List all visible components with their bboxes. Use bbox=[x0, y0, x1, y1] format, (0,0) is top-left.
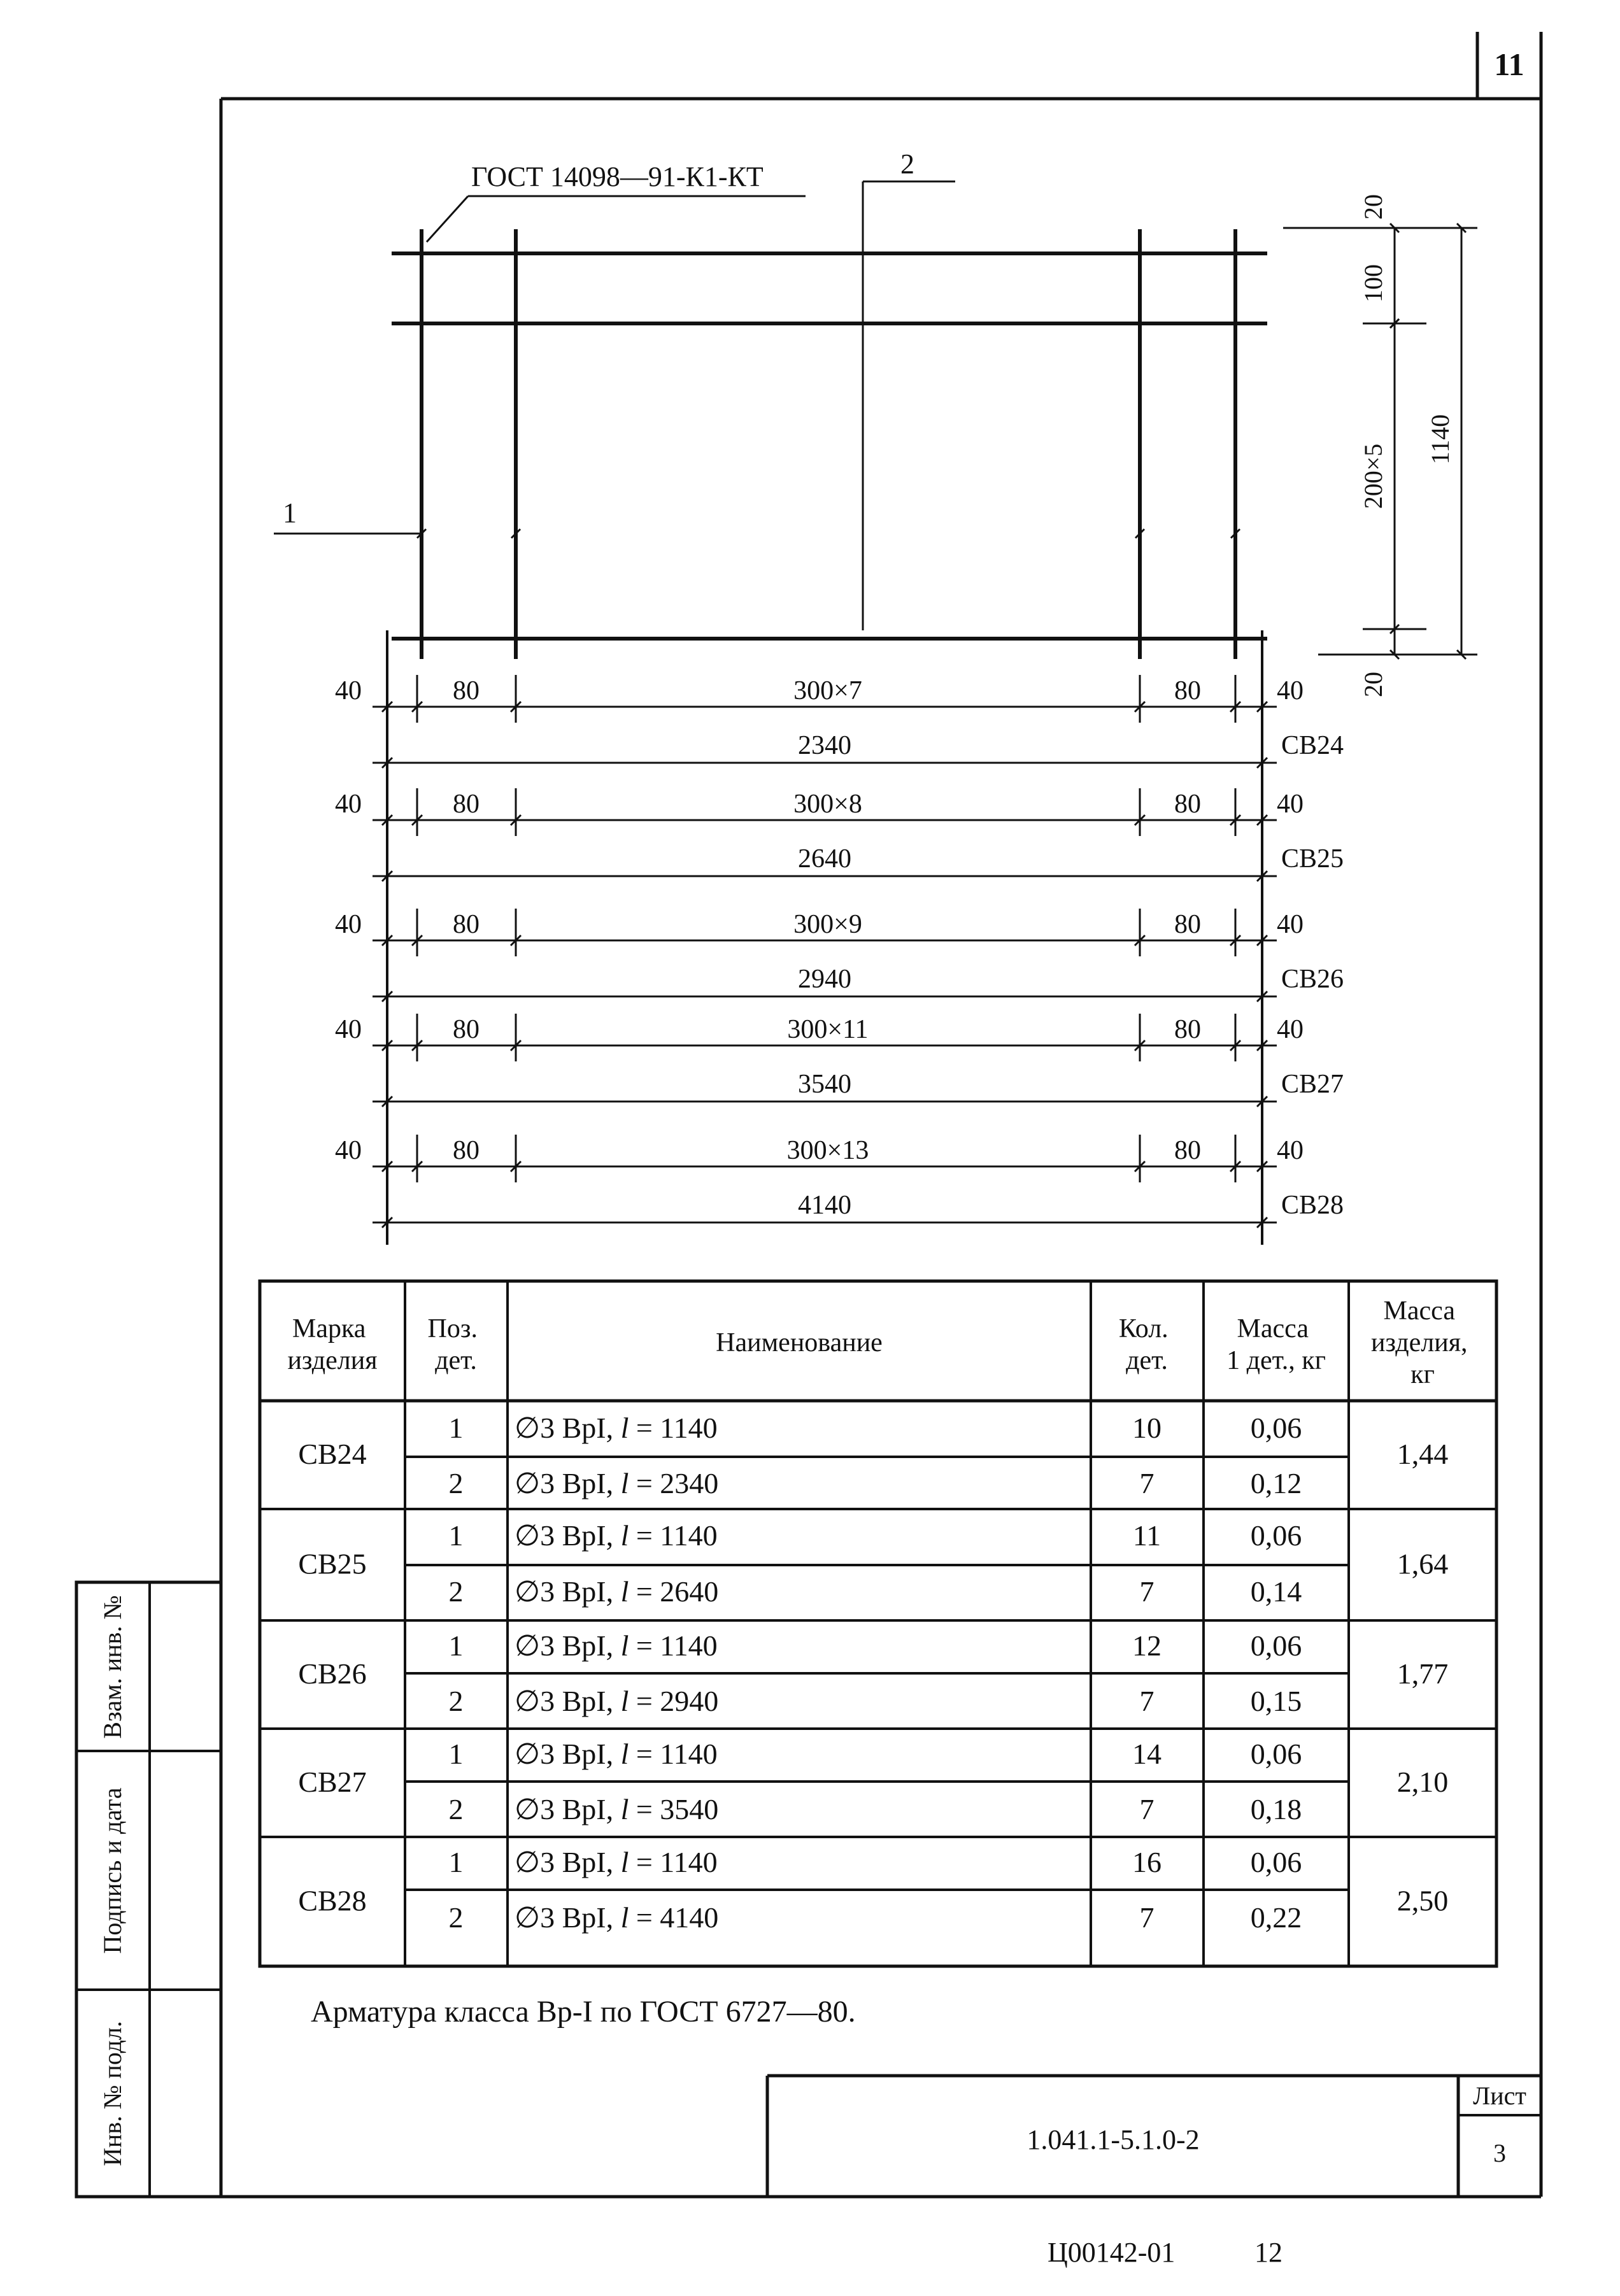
table-row bbox=[449, 1575, 1302, 1608]
row-pos: 2 bbox=[448, 1575, 464, 1608]
dim-end-left: 80 bbox=[453, 676, 480, 705]
dim-edge-left: 40 bbox=[335, 790, 362, 819]
row-name bbox=[515, 1793, 718, 1825]
row-pos: 2 bbox=[448, 1467, 464, 1499]
row-length: = 3540 bbox=[629, 1793, 719, 1825]
title-block bbox=[767, 2076, 1541, 2197]
dimension-row bbox=[335, 909, 1344, 1002]
row-length: = 1140 bbox=[629, 1738, 718, 1770]
footer-page-number: 12 bbox=[1254, 2237, 1282, 2268]
reinforcement-note: Арматура класса Вр-I по ГОСТ 6727—80. bbox=[311, 1995, 856, 2029]
row-length-symbol: l bbox=[620, 1629, 629, 1662]
row-length-symbol: l bbox=[620, 1685, 629, 1717]
row-qty: 12 bbox=[1132, 1629, 1162, 1662]
dim-edge-left: 40 bbox=[335, 1015, 362, 1044]
group-mark: СВ25 bbox=[298, 1547, 367, 1580]
header-qty-line2: дет. bbox=[1126, 1346, 1168, 1375]
dim-pitch: 300×7 bbox=[793, 676, 862, 705]
product-mark: СВ26 bbox=[1281, 965, 1344, 994]
page-number-box bbox=[1477, 32, 1541, 99]
archive-code: Ц00142-01 bbox=[1048, 2237, 1176, 2268]
row-name bbox=[515, 1575, 718, 1608]
row-pos: 2 bbox=[448, 1793, 464, 1825]
row-name bbox=[515, 1629, 718, 1662]
row-pos: 1 bbox=[448, 1846, 464, 1878]
dim-pitch: 300×8 bbox=[793, 790, 862, 819]
dim-edge-right: 40 bbox=[1277, 676, 1304, 705]
original-inv-label: Инв. № подл. bbox=[98, 2021, 127, 2166]
row-pos: 1 bbox=[448, 1629, 464, 1662]
table-row bbox=[449, 1901, 1302, 1934]
row-bar: ∅3 ВрI, bbox=[515, 1738, 621, 1770]
header-mass-item-line3: кг bbox=[1410, 1360, 1435, 1389]
dim-pitch: 300×11 bbox=[787, 1015, 869, 1044]
row-name bbox=[515, 1846, 718, 1878]
row-bar: ∅3 ВрI, bbox=[515, 1412, 621, 1444]
product-mark: СВ28 bbox=[1281, 1191, 1344, 1220]
row-length: = 2640 bbox=[629, 1575, 719, 1608]
row-length-symbol: l bbox=[620, 1793, 629, 1825]
table-row bbox=[449, 1467, 1302, 1499]
row-pos: 2 bbox=[448, 1901, 464, 1934]
dimension-row bbox=[335, 1135, 1344, 1228]
replaced-inv-label: Взам. инв. № bbox=[98, 1595, 127, 1739]
sheet-frame bbox=[76, 32, 1541, 2197]
row-bar: ∅3 ВрI, bbox=[515, 1467, 621, 1499]
table-row bbox=[449, 1412, 1302, 1444]
row-pos: 1 bbox=[448, 1738, 464, 1770]
table-row bbox=[449, 1846, 1302, 1878]
row-pos: 1 bbox=[448, 1412, 464, 1444]
row-length: = 4140 bbox=[629, 1901, 719, 1934]
row-name bbox=[515, 1685, 718, 1717]
dim-end-right: 80 bbox=[1174, 790, 1201, 819]
row-length-symbol: l bbox=[620, 1738, 629, 1770]
dim-bottom-edge: 20 bbox=[1359, 672, 1388, 697]
header-pos-line1: Поз. bbox=[427, 1314, 478, 1343]
row-mass: 0,14 bbox=[1250, 1575, 1302, 1608]
header-pos-line2: дет. bbox=[435, 1346, 477, 1375]
row-mass: 0,15 bbox=[1250, 1685, 1302, 1717]
row-length-symbol: l bbox=[620, 1846, 629, 1878]
sheet-label: Лист bbox=[1473, 2081, 1526, 2110]
row-mass: 0,18 bbox=[1250, 1793, 1302, 1825]
row-bar: ∅3 ВрI, bbox=[515, 1519, 621, 1552]
dim-end-left: 80 bbox=[453, 1015, 480, 1044]
callout-2: 2 bbox=[900, 148, 914, 180]
row-name bbox=[515, 1467, 718, 1499]
dim-total-length: 4140 bbox=[798, 1191, 851, 1220]
page-number: 11 bbox=[1494, 46, 1524, 82]
table-row bbox=[449, 1793, 1302, 1825]
row-name bbox=[515, 1738, 718, 1770]
dim-edge-right: 40 bbox=[1277, 1136, 1304, 1165]
spec-table bbox=[260, 1281, 1496, 1966]
dim-top-edge: 20 bbox=[1359, 194, 1388, 220]
row-length: = 1140 bbox=[629, 1629, 718, 1662]
table-row bbox=[449, 1738, 1302, 1770]
table-row bbox=[449, 1519, 1302, 1552]
row-qty: 16 bbox=[1132, 1846, 1162, 1878]
row-qty: 7 bbox=[1139, 1685, 1155, 1717]
row-length: = 1140 bbox=[629, 1846, 718, 1878]
dim-pitch: 300×9 bbox=[793, 910, 862, 939]
signature-date-label: Подпись и дата bbox=[98, 1787, 127, 1954]
row-mass: 0,06 bbox=[1250, 1846, 1302, 1878]
row-bar: ∅3 ВрI, bbox=[515, 1685, 621, 1717]
row-name bbox=[515, 1519, 718, 1552]
header-mass-one-line1: Масса bbox=[1237, 1314, 1309, 1343]
row-length: = 1140 bbox=[629, 1412, 718, 1444]
dim-edge-right: 40 bbox=[1277, 790, 1304, 819]
mesh-plan bbox=[274, 148, 1267, 659]
header-qty-line1: Кол. bbox=[1118, 1314, 1169, 1343]
row-mass: 0,12 bbox=[1250, 1467, 1302, 1499]
product-mark: СВ24 bbox=[1281, 731, 1344, 760]
row-bar: ∅3 ВрI, bbox=[515, 1793, 621, 1825]
dim-overall-width: 1140 bbox=[1426, 414, 1454, 465]
row-bar: ∅3 ВрI, bbox=[515, 1575, 621, 1608]
row-length-symbol: l bbox=[620, 1901, 629, 1934]
group-mark: СВ27 bbox=[298, 1766, 367, 1798]
dim-top-pitch: 100 bbox=[1359, 264, 1388, 302]
table-group bbox=[298, 1519, 1448, 1608]
sheet-number: 3 bbox=[1493, 2139, 1506, 2167]
group-mass: 2,50 bbox=[1396, 1884, 1449, 1917]
dim-end-left: 80 bbox=[453, 910, 480, 939]
row-qty: 7 bbox=[1139, 1793, 1155, 1825]
side-stamp bbox=[76, 1582, 221, 2197]
product-mark: СВ25 bbox=[1281, 844, 1344, 874]
dim-end-right: 80 bbox=[1174, 910, 1201, 939]
row-name bbox=[515, 1901, 718, 1934]
row-length-symbol: l bbox=[620, 1467, 629, 1499]
dim-edge-left: 40 bbox=[335, 910, 362, 939]
row-bar: ∅3 ВрI, bbox=[515, 1629, 621, 1662]
row-bar: ∅3 ВрI, bbox=[515, 1846, 621, 1878]
row-length-symbol: l bbox=[620, 1575, 629, 1608]
header-pos bbox=[428, 1314, 485, 1375]
row-length-symbol: l bbox=[620, 1519, 629, 1552]
dim-end-right: 80 bbox=[1174, 676, 1201, 705]
callout-1: 1 bbox=[283, 497, 297, 528]
group-mark: СВ24 bbox=[298, 1438, 367, 1470]
table-row bbox=[449, 1629, 1302, 1662]
row-name bbox=[515, 1412, 718, 1444]
row-mass: 0,06 bbox=[1250, 1738, 1302, 1770]
dim-edge-right: 40 bbox=[1277, 1015, 1304, 1044]
table-row bbox=[449, 1685, 1302, 1717]
row-mass: 0,06 bbox=[1250, 1412, 1302, 1444]
dim-end-left: 80 bbox=[453, 1136, 480, 1165]
dim-pitch: 300×13 bbox=[786, 1136, 869, 1165]
header-qty bbox=[1119, 1314, 1175, 1375]
group-mass: 1,44 bbox=[1396, 1438, 1449, 1470]
row-mass: 0,22 bbox=[1250, 1901, 1302, 1934]
row-bar: ∅3 ВрI, bbox=[515, 1901, 621, 1934]
header-mass-item-line2: изделия, bbox=[1370, 1328, 1468, 1357]
document-code: 1.041.1-5.1.0-2 bbox=[1027, 2124, 1200, 2155]
row-qty: 7 bbox=[1139, 1467, 1155, 1499]
dim-end-right: 80 bbox=[1174, 1136, 1201, 1165]
header-mark-line2: изделия bbox=[287, 1346, 378, 1375]
vertical-dimensions bbox=[1283, 194, 1477, 697]
dim-total-length: 2940 bbox=[798, 965, 851, 994]
dimension-row bbox=[335, 1014, 1344, 1107]
row-pos: 1 bbox=[448, 1519, 464, 1552]
row-length: = 1140 bbox=[629, 1519, 718, 1552]
header-name: Наименование bbox=[716, 1328, 883, 1357]
row-pos: 2 bbox=[448, 1685, 464, 1717]
product-mark: СВ27 bbox=[1281, 1070, 1344, 1099]
header-mark-line1: Марка bbox=[292, 1314, 366, 1343]
dim-edge-right: 40 bbox=[1277, 910, 1304, 939]
gost-weld-label: ГОСТ 14098—91-К1-КТ bbox=[471, 161, 764, 192]
row-qty: 14 bbox=[1132, 1738, 1162, 1770]
row-qty: 7 bbox=[1139, 1901, 1155, 1934]
dim-total-length: 3540 bbox=[798, 1070, 851, 1099]
header-mark bbox=[287, 1314, 377, 1375]
header-mass-one-line2: 1 дет., кг bbox=[1226, 1346, 1326, 1375]
header-mass-item-line1: Масса bbox=[1383, 1296, 1455, 1326]
group-mark: СВ28 bbox=[298, 1884, 367, 1917]
dim-total-length: 2640 bbox=[798, 844, 851, 874]
dimension-rows bbox=[335, 675, 1344, 1228]
dimension-row bbox=[335, 788, 1344, 881]
dimension-row bbox=[335, 675, 1344, 768]
row-qty: 7 bbox=[1139, 1575, 1155, 1608]
row-mass: 0,06 bbox=[1250, 1519, 1302, 1552]
group-mass: 2,10 bbox=[1396, 1766, 1449, 1798]
row-qty: 11 bbox=[1132, 1519, 1162, 1552]
row-length: = 2340 bbox=[629, 1467, 719, 1499]
dim-mid-pitch: 200×5 bbox=[1359, 443, 1388, 509]
group-mark: СВ26 bbox=[298, 1657, 367, 1690]
row-length-symbol: l bbox=[620, 1412, 629, 1444]
header-mass-item bbox=[1371, 1296, 1474, 1389]
group-mass: 1,64 bbox=[1396, 1547, 1449, 1580]
dim-end-right: 80 bbox=[1174, 1015, 1201, 1044]
dim-edge-left: 40 bbox=[335, 676, 362, 705]
header-mass-one bbox=[1226, 1314, 1326, 1375]
group-mass: 1,77 bbox=[1396, 1657, 1449, 1690]
dim-edge-left: 40 bbox=[335, 1136, 362, 1165]
row-qty: 10 bbox=[1132, 1412, 1162, 1444]
dim-total-length: 2340 bbox=[798, 731, 851, 760]
row-length: = 2940 bbox=[629, 1685, 719, 1717]
row-mass: 0,06 bbox=[1250, 1629, 1302, 1662]
dim-end-left: 80 bbox=[453, 790, 480, 819]
